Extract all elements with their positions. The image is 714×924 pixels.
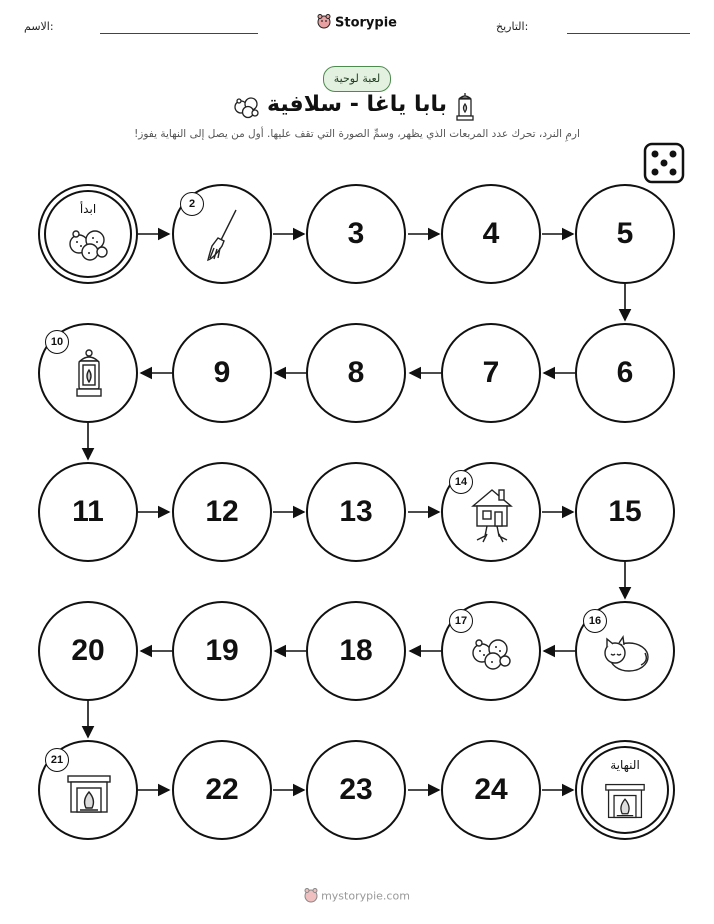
square-8[interactable] xyxy=(306,323,406,423)
end-square[interactable] xyxy=(575,740,675,840)
lantern-icon xyxy=(74,349,104,405)
square-22[interactable] xyxy=(172,740,272,840)
square-3[interactable] xyxy=(306,184,406,284)
square-number: 5 xyxy=(616,217,634,250)
square-4[interactable] xyxy=(441,184,541,284)
square-number: 6 xyxy=(616,356,634,389)
square-9[interactable] xyxy=(172,323,272,423)
square-number: 19 xyxy=(205,634,239,667)
square-number: 3 xyxy=(347,217,365,250)
fireplace-icon xyxy=(66,774,112,818)
square-badge: 17 xyxy=(449,609,473,633)
square-18[interactable] xyxy=(306,601,406,701)
square-badge: 2 xyxy=(180,192,204,216)
date-label: التاريخ: xyxy=(496,20,529,33)
broom-icon xyxy=(204,208,244,268)
square-number: 24 xyxy=(474,773,508,806)
game-type-tag: لعبة لوحية xyxy=(323,66,391,92)
end-label: النهاية xyxy=(610,758,640,772)
square-number: 12 xyxy=(205,495,239,528)
name-label: الاسم: xyxy=(24,20,54,33)
square-7[interactable] xyxy=(441,323,541,423)
square-12[interactable] xyxy=(172,462,272,562)
square-number: 7 xyxy=(482,356,500,389)
square-number: 20 xyxy=(71,634,105,667)
square-badge: 16 xyxy=(583,609,607,633)
berries-icon xyxy=(67,226,111,266)
square-11[interactable] xyxy=(38,462,138,562)
berries-icon xyxy=(470,635,514,675)
square-number: 18 xyxy=(339,634,373,667)
square-number: 23 xyxy=(339,773,373,806)
square-number: 15 xyxy=(608,495,642,528)
fireplace-icon xyxy=(604,782,646,824)
page-title: بابا ياغا - سلافية xyxy=(266,92,448,117)
square-badge: 10 xyxy=(45,330,69,354)
start-square[interactable] xyxy=(38,184,138,284)
cat-icon xyxy=(601,631,651,679)
square-number: 11 xyxy=(72,495,104,528)
square-badge: 21 xyxy=(45,748,69,772)
square-number: 13 xyxy=(339,495,373,528)
footer-url[interactable]: mystorypie.com xyxy=(321,889,410,903)
square-15[interactable] xyxy=(575,462,675,562)
start-label: ابدأ xyxy=(79,202,97,216)
square-20[interactable] xyxy=(38,601,138,701)
square-number: 22 xyxy=(205,773,239,806)
storypie-logo-icon xyxy=(304,887,318,906)
square-13[interactable] xyxy=(306,462,406,562)
footer xyxy=(0,887,714,906)
square-number: 8 xyxy=(347,356,365,389)
square-5[interactable] xyxy=(575,184,675,284)
square-number: 9 xyxy=(213,356,231,389)
square-6[interactable] xyxy=(575,323,675,423)
brand-name: Storypie xyxy=(335,15,397,31)
hut-icon xyxy=(469,486,515,548)
square-number: 4 xyxy=(482,217,500,250)
square-badge: 14 xyxy=(449,470,473,494)
square-23[interactable] xyxy=(306,740,406,840)
instructions: ارمِ النرد، تحرك عدد المربعات الذي يظهر، وسمِّ الصورة التي تقف عليها. أول من يصل إلى النهاية يفوز! xyxy=(134,128,580,140)
square-24[interactable] xyxy=(441,740,541,840)
square-19[interactable] xyxy=(172,601,272,701)
